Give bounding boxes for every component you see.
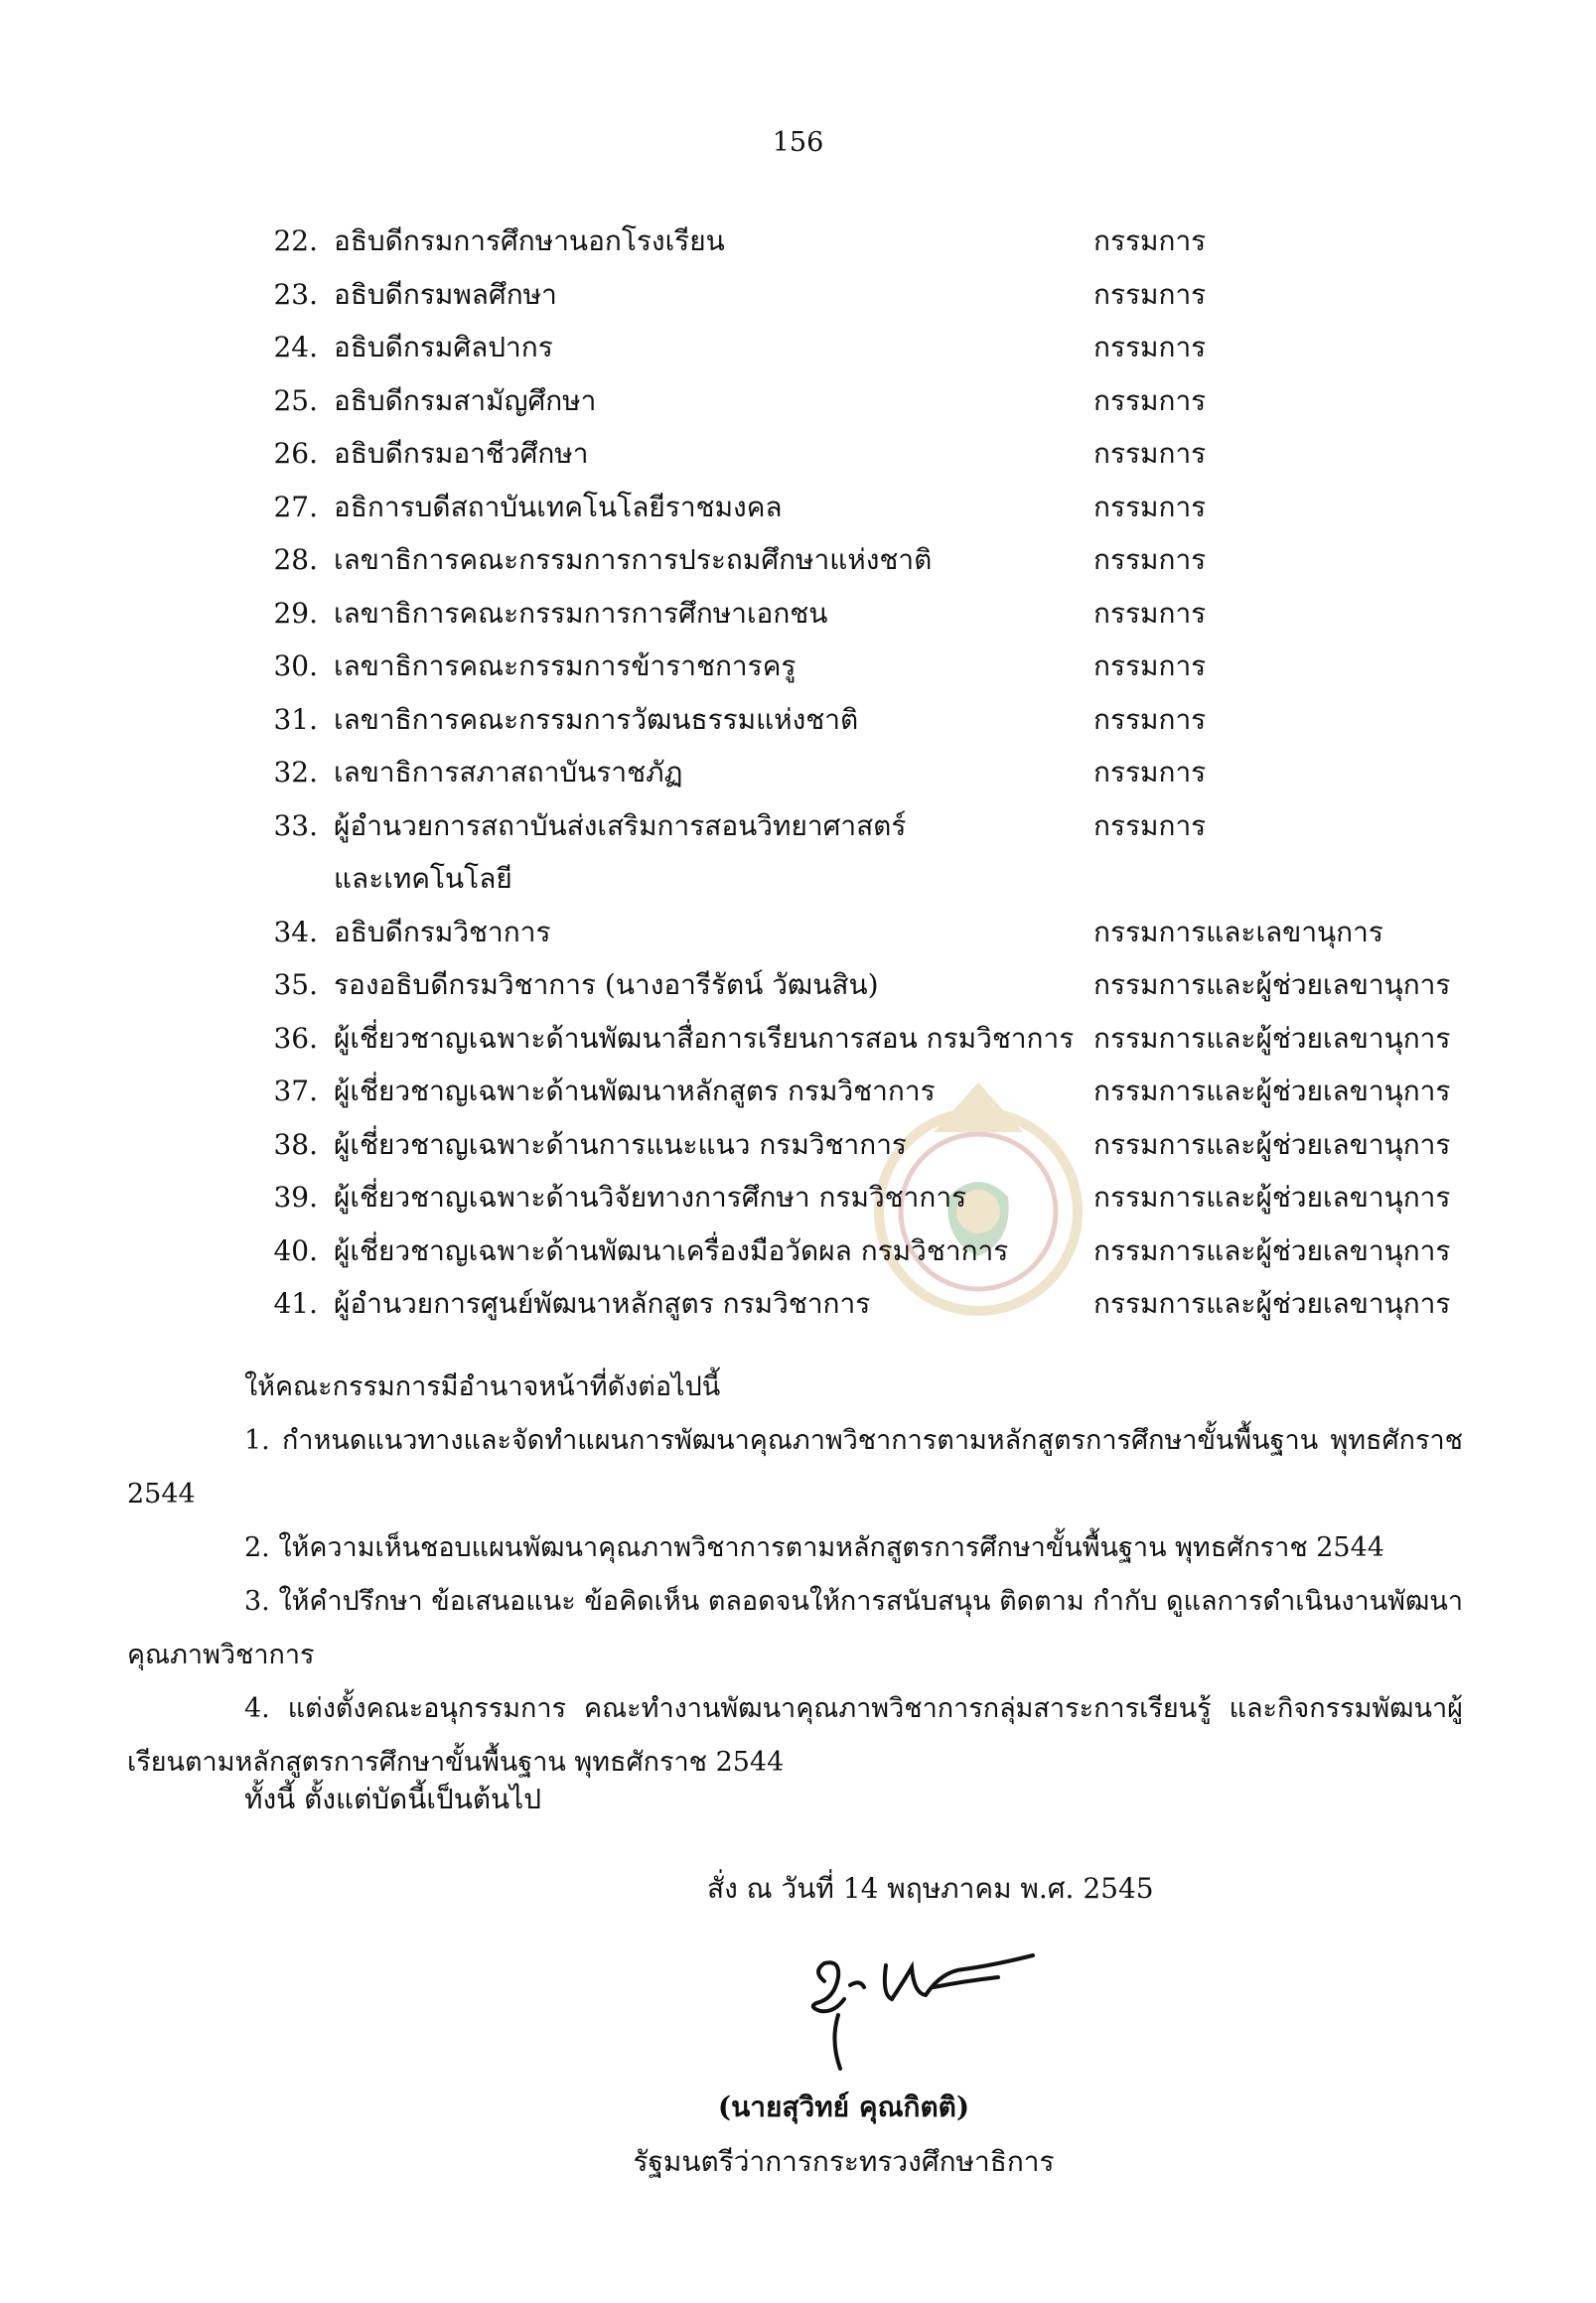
member-row xyxy=(248,587,1490,641)
member-number: 31. xyxy=(273,702,318,736)
member-name: อธิบดีกรมพลศึกษา xyxy=(334,277,557,311)
duty-item: 2. ให้ความเห็นชอบแผนพัฒนาคุณภาพวิชาการตามหลักสูตรการศึกษาขั้นพื้นฐาน พุทธศักราช 2544 xyxy=(244,1532,1384,1563)
duty-item: 1. กำหนดแนวทางและจัดทำแผนการพัฒนาคุณภาพวิชาการตามหลักสูตรการศึกษาขั้นพื้นฐาน พุทธศักราช 2544 xyxy=(127,1425,1463,1510)
member-number: 41. xyxy=(273,1287,318,1320)
member-number: 38. xyxy=(273,1127,318,1161)
member-role: กรรมการและเลขานุการ xyxy=(1093,915,1383,948)
member-name: ผู้อำนวยการศูนย์พัฒนาหลักสูตร กรมวิชาการ xyxy=(334,1287,871,1320)
member-row xyxy=(248,374,1490,428)
member-role: กรรมการ xyxy=(1093,702,1207,736)
member-name: เลขาธิการสภาสถาบันราชภัฏ xyxy=(334,756,683,789)
member-role: กรรมการ xyxy=(1093,383,1207,417)
member-row xyxy=(248,533,1490,587)
member-number: 32. xyxy=(273,756,318,789)
member-name: เลขาธิการคณะกรรมการวัฒนธรรมแห่งชาติ xyxy=(334,702,859,736)
member-role: กรรมการ xyxy=(1093,277,1207,311)
member-number: 28. xyxy=(273,543,318,576)
member-role: กรรมการและผู้ช่วยเลขานุการ xyxy=(1093,1233,1451,1267)
member-row xyxy=(248,481,1490,534)
member-role: กรรมการและผู้ช่วยเลขานุการ xyxy=(1093,1075,1451,1107)
effective-statement: ทั้งนี้ ตั้งแต่บัดนี้เป็นต้นไป xyxy=(244,1783,542,1815)
member-role: กรรมการและผู้ช่วยเลขานุการ xyxy=(1093,1181,1451,1214)
member-number: 33. xyxy=(273,808,318,842)
member-row xyxy=(248,268,1490,322)
member-number: 30. xyxy=(273,649,318,682)
member-row xyxy=(248,1012,1490,1066)
duty-item: 4. แต่งตั้งคณะอนุกรรมการ คณะทำงานพัฒนาคุณภาพวิชาการกลุ่มสาระการเรียนรู้ และกิจกรรมพัฒนาผู้เรียนตามหลักสูตรการศึกษาขั้นพื้นฐาน พุทธศักราช 2544 xyxy=(127,1693,1463,1778)
member-role: กรรมการ xyxy=(1093,596,1207,630)
member-row xyxy=(248,215,1490,268)
member-name: ผู้อำนวยการสถาบันส่งเสริมการสอนวิทยาศาสตร์ xyxy=(334,808,907,842)
member-name: ผู้เชี่ยวชาญเฉพาะด้านพัฒนาสื่อการเรียนการสอน กรมวิชาการ xyxy=(334,1021,1075,1055)
member-name-continuation: และเทคโนโลยี xyxy=(334,862,512,895)
handwritten-signature xyxy=(795,1942,1112,2081)
member-number: 27. xyxy=(273,490,318,523)
member-name: อธิบดีกรมศิลปากร xyxy=(334,331,553,363)
duties-intro: ให้คณะกรรมการมีอำนาจหน้าที่ดังต่อไปนี้ xyxy=(244,1371,721,1402)
member-row xyxy=(248,693,1490,747)
member-role: กรรมการและผู้ช่วยเลขานุการ xyxy=(1093,1021,1451,1055)
member-role: กรรมการ xyxy=(1093,808,1207,842)
member-role: กรรมการ xyxy=(1093,756,1207,789)
member-row xyxy=(248,1065,1490,1118)
member-row xyxy=(248,1118,1490,1172)
member-role: กรรมการและผู้ช่วยเลขานุการ xyxy=(1093,1287,1451,1320)
member-name: เลขาธิการคณะกรรมการข้าราชการครู xyxy=(334,649,797,682)
page-number: 156 xyxy=(772,127,824,158)
committee-member-list xyxy=(248,215,1490,1331)
signer-name: (นายสุวิทย์ คุณกิตติ) xyxy=(717,2090,970,2123)
member-row xyxy=(248,958,1490,1012)
member-role: กรรมการ xyxy=(1093,543,1207,576)
member-role: กรรมการ xyxy=(1093,490,1207,523)
member-role: กรรมการและผู้ช่วยเลขานุการ xyxy=(1093,1127,1451,1161)
member-number: 39. xyxy=(273,1181,318,1214)
member-number: 24. xyxy=(273,331,318,363)
member-name: เลขาธิการคณะกรรมการการศึกษาเอกชน xyxy=(334,596,828,630)
order-date: สั่ง ณ วันที่ 14 พฤษภาคม พ.ศ. 2545 xyxy=(707,1872,1154,1905)
member-row xyxy=(248,1277,1490,1331)
member-number: 40. xyxy=(273,1233,318,1267)
member-number: 26. xyxy=(273,437,318,470)
member-name: ผู้เชี่ยวชาญเฉพาะด้านวิจัยทางการศึกษา กรมวิชาการ xyxy=(334,1181,967,1214)
member-row xyxy=(248,321,1490,374)
member-number: 37. xyxy=(273,1075,318,1107)
member-name: อธิบดีกรมอาชีวศึกษา xyxy=(334,437,589,470)
member-number: 23. xyxy=(273,277,318,311)
member-name-multiline xyxy=(334,799,1093,906)
member-number: 22. xyxy=(273,224,318,257)
member-row xyxy=(248,1171,1490,1224)
member-row xyxy=(248,746,1490,799)
committee-duties xyxy=(127,1361,1463,1790)
duty-item: 3. ให้คำปรึกษา ข้อเสนอแนะ ข้อคิดเห็น ตลอดจนให้การสนับสนุน ติดตาม กำกับ ดูแลการดำเนินงานพัฒนาคุณภาพวิชาการ xyxy=(127,1586,1463,1670)
member-name: เลขาธิการคณะกรรมการการประถมศึกษาแห่งชาติ xyxy=(334,543,933,576)
member-name: อธิบดีกรมวิชาการ xyxy=(334,915,551,948)
member-name: อธิบดีกรมสามัญศึกษา xyxy=(334,383,597,417)
member-number: 35. xyxy=(273,968,318,1001)
member-role: กรรมการ xyxy=(1093,331,1207,363)
member-name: อธิการบดีสถาบันเทคโนโลยีราชมงคล xyxy=(334,490,783,523)
member-name: อธิบดีกรมการศึกษานอกโรงเรียน xyxy=(334,224,725,257)
member-row xyxy=(248,799,1490,906)
member-number: 25. xyxy=(273,383,318,417)
member-number: 36. xyxy=(273,1021,318,1055)
member-name: ผู้เชี่ยวชาญเฉพาะด้านพัฒนาเครื่องมือวัดผล กรมวิชาการ xyxy=(334,1233,1009,1267)
member-name: ผู้เชี่ยวชาญเฉพาะด้านการแนะแนว กรมวิชาการ xyxy=(334,1127,907,1161)
member-row xyxy=(248,427,1490,481)
signer-title: รัฐมนตรีว่าการกระทรวงศึกษาธิการ xyxy=(633,2145,1055,2178)
member-role: กรรมการ xyxy=(1093,649,1207,682)
member-number: 34. xyxy=(273,915,318,948)
member-role: กรรมการ xyxy=(1093,437,1207,470)
member-row xyxy=(248,906,1490,959)
member-row xyxy=(248,640,1490,693)
member-name: ผู้เชี่ยวชาญเฉพาะด้านพัฒนาหลักสูตร กรมวิชาการ xyxy=(334,1075,936,1107)
member-name: รองอธิบดีกรมวิชาการ (นางอารีรัตน์ วัฒนสิน) xyxy=(334,968,879,1001)
member-number: 29. xyxy=(273,596,318,630)
member-row xyxy=(248,1224,1490,1278)
member-role: กรรมการและผู้ช่วยเลขานุการ xyxy=(1093,968,1451,1001)
member-role: กรรมการ xyxy=(1093,224,1207,257)
